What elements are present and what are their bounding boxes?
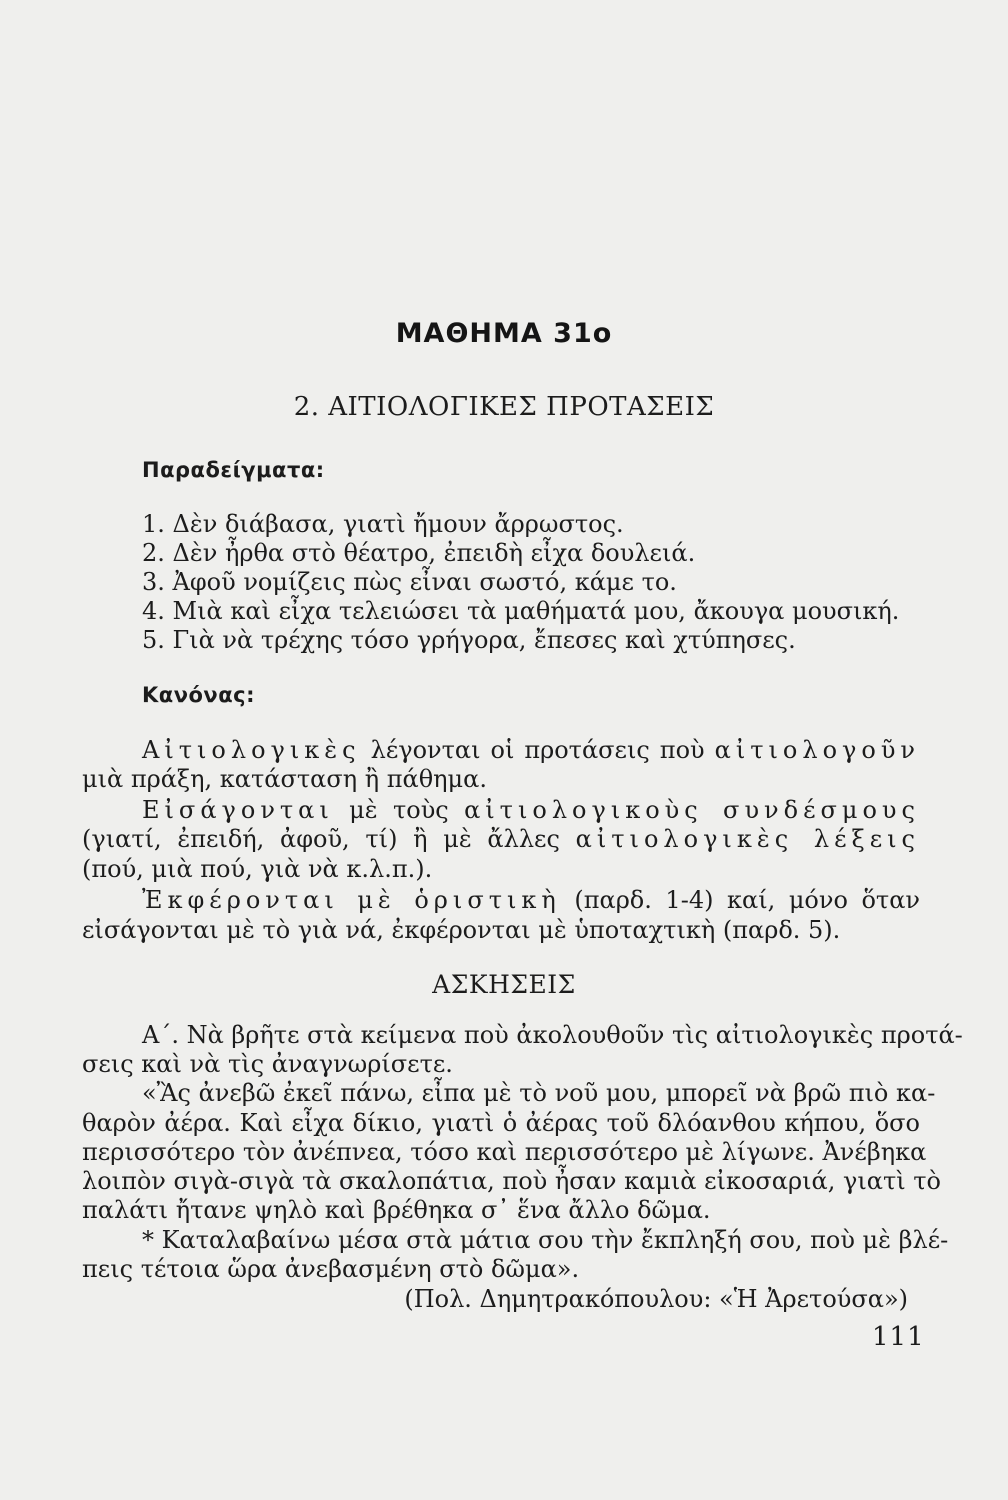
rule-text: μὲ τοὺς: [349, 796, 449, 824]
rule-line-3: [82, 798, 920, 822]
rule-text: λέγονται οἱ προτάσεις ποὺ: [370, 736, 705, 764]
term-aitiologikes: Αἰτιολογικὲς: [142, 736, 361, 764]
term-syndesmous: αἰτιολογικοὺς συνδέσμους: [464, 796, 920, 824]
rule-line-6: [82, 888, 920, 912]
term-aitiologoun: αἰτιολογοῦν: [714, 736, 920, 764]
exercise-line-8: * Καταλαβαίνω μέσα στὰ μάτια σου τὴν ἔκπληξή σου, ποὺ μὲ βλέ-: [142, 1226, 949, 1254]
exercise-line-4: θαρὸν ἀέρα. Καὶ εἶχα δίκιο, γιατὶ ὁ ἀέρας τοῦ δλόανθου κήπου, ὅσο: [82, 1109, 920, 1137]
exercise-line-9: πεις τέτοια ὥρα ἀνεβασμένη στὸ δῶμα».: [82, 1255, 580, 1283]
lesson-title: ΜΑΘΗΜΑ 31ο: [395, 318, 613, 349]
example-5: 5. Γιὰ νὰ τρέχης τόσο γρήγορα, ἔπεσες καὶ χτύπησες.: [142, 626, 796, 654]
page-number: 111: [872, 1322, 925, 1352]
rule-line-1: [82, 738, 920, 762]
section-title: 2. ΑΙΤΙΟΛΟΓΙΚΕΣ ΠΡΟΤΑΣΕΙΣ: [293, 392, 715, 422]
example-2: 2. Δὲν ἦρθα στὸ θέατρο, ἐπειδὴ εἶχα δουλειά.: [142, 539, 696, 567]
example-3: 3. Ἀφοῦ νομίζεις πὼς εἶναι σωστό, κάμε το.: [142, 568, 677, 596]
exercise-line-7: παλάτι ἤτανε ψηλὸ καὶ βρέθηκα σ᾿ ἕνα ἄλλο δῶμα.: [82, 1196, 711, 1224]
exercise-line-1: Α΄. Νὰ βρῆτε στὰ κείμενα ποὺ ἀκολουθοῦν τὶς αἰτιολογικὲς προτά-: [142, 1021, 963, 1049]
examples-label: Παραδείγματα:: [142, 458, 325, 482]
rule-text: (παρδ. 1-4) καί, μόνο ὅταν: [574, 886, 920, 914]
term-lexeis: αἰτιολογικὲς λέξεις: [575, 825, 920, 853]
exercise-line-5: περισσότερο τὸν ἀνέπνεα, τόσο καὶ περισσότερο μὲ λίγωνε. Ἀνέβηκα: [82, 1138, 927, 1166]
rule-label: Κανόνας:: [142, 683, 256, 707]
rule-line-4: [82, 827, 920, 851]
example-4: 4. Μιὰ καὶ εἶχα τελειώσει τὰ μαθήματά μου, ἄκουγα μουσική.: [142, 597, 900, 625]
exercise-line-2: σεις καὶ νὰ τὶς ἀναγνωρίσετε.: [82, 1050, 453, 1078]
rule-text: (γιατί, ἐπειδή, ἀφοῦ, τί) ἢ μὲ ἄλλες: [82, 825, 560, 853]
example-1: 1. Δὲν διάβασα, γιατὶ ἤμουν ἄρρωστος.: [142, 510, 624, 538]
exercises-title: ΑΣΚΗΣΕΙΣ: [432, 970, 576, 999]
exercise-line-3: «Ἂς ἀνεβῶ ἐκεῖ πάνω, εἶπα μὲ τὸ νοῦ μου, μπορεῖ νὰ βρῶ πιὸ κα-: [142, 1079, 936, 1107]
term-oristiki: Ἐκφέρονται μὲ ὁριστικὴ: [142, 886, 561, 914]
term-eisagontai: Εἰσάγονται: [142, 796, 334, 824]
citation: (Πολ. Δημητρακόπουλου: «Ἡ Ἀρετούσα»): [404, 1285, 908, 1313]
exercise-line-6: λοιπὸν σιγὰ-σιγὰ τὰ σκαλοπάτια, ποὺ ἦσαν καμιὰ εἰκοσαριά, γιατὶ τὸ: [82, 1167, 941, 1195]
rule-line-2: μιὰ πράξη, κατάσταση ἢ πάθημα.: [82, 765, 487, 793]
rule-line-7: εἰσάγονται μὲ τὸ γιὰ νά, ἐκφέρονται μὲ ὑποταχτικὴ (παρδ. 5).: [82, 916, 841, 944]
rule-line-5: (πού, μιὰ πού, γιὰ νὰ κ.λ.π.).: [82, 855, 433, 883]
